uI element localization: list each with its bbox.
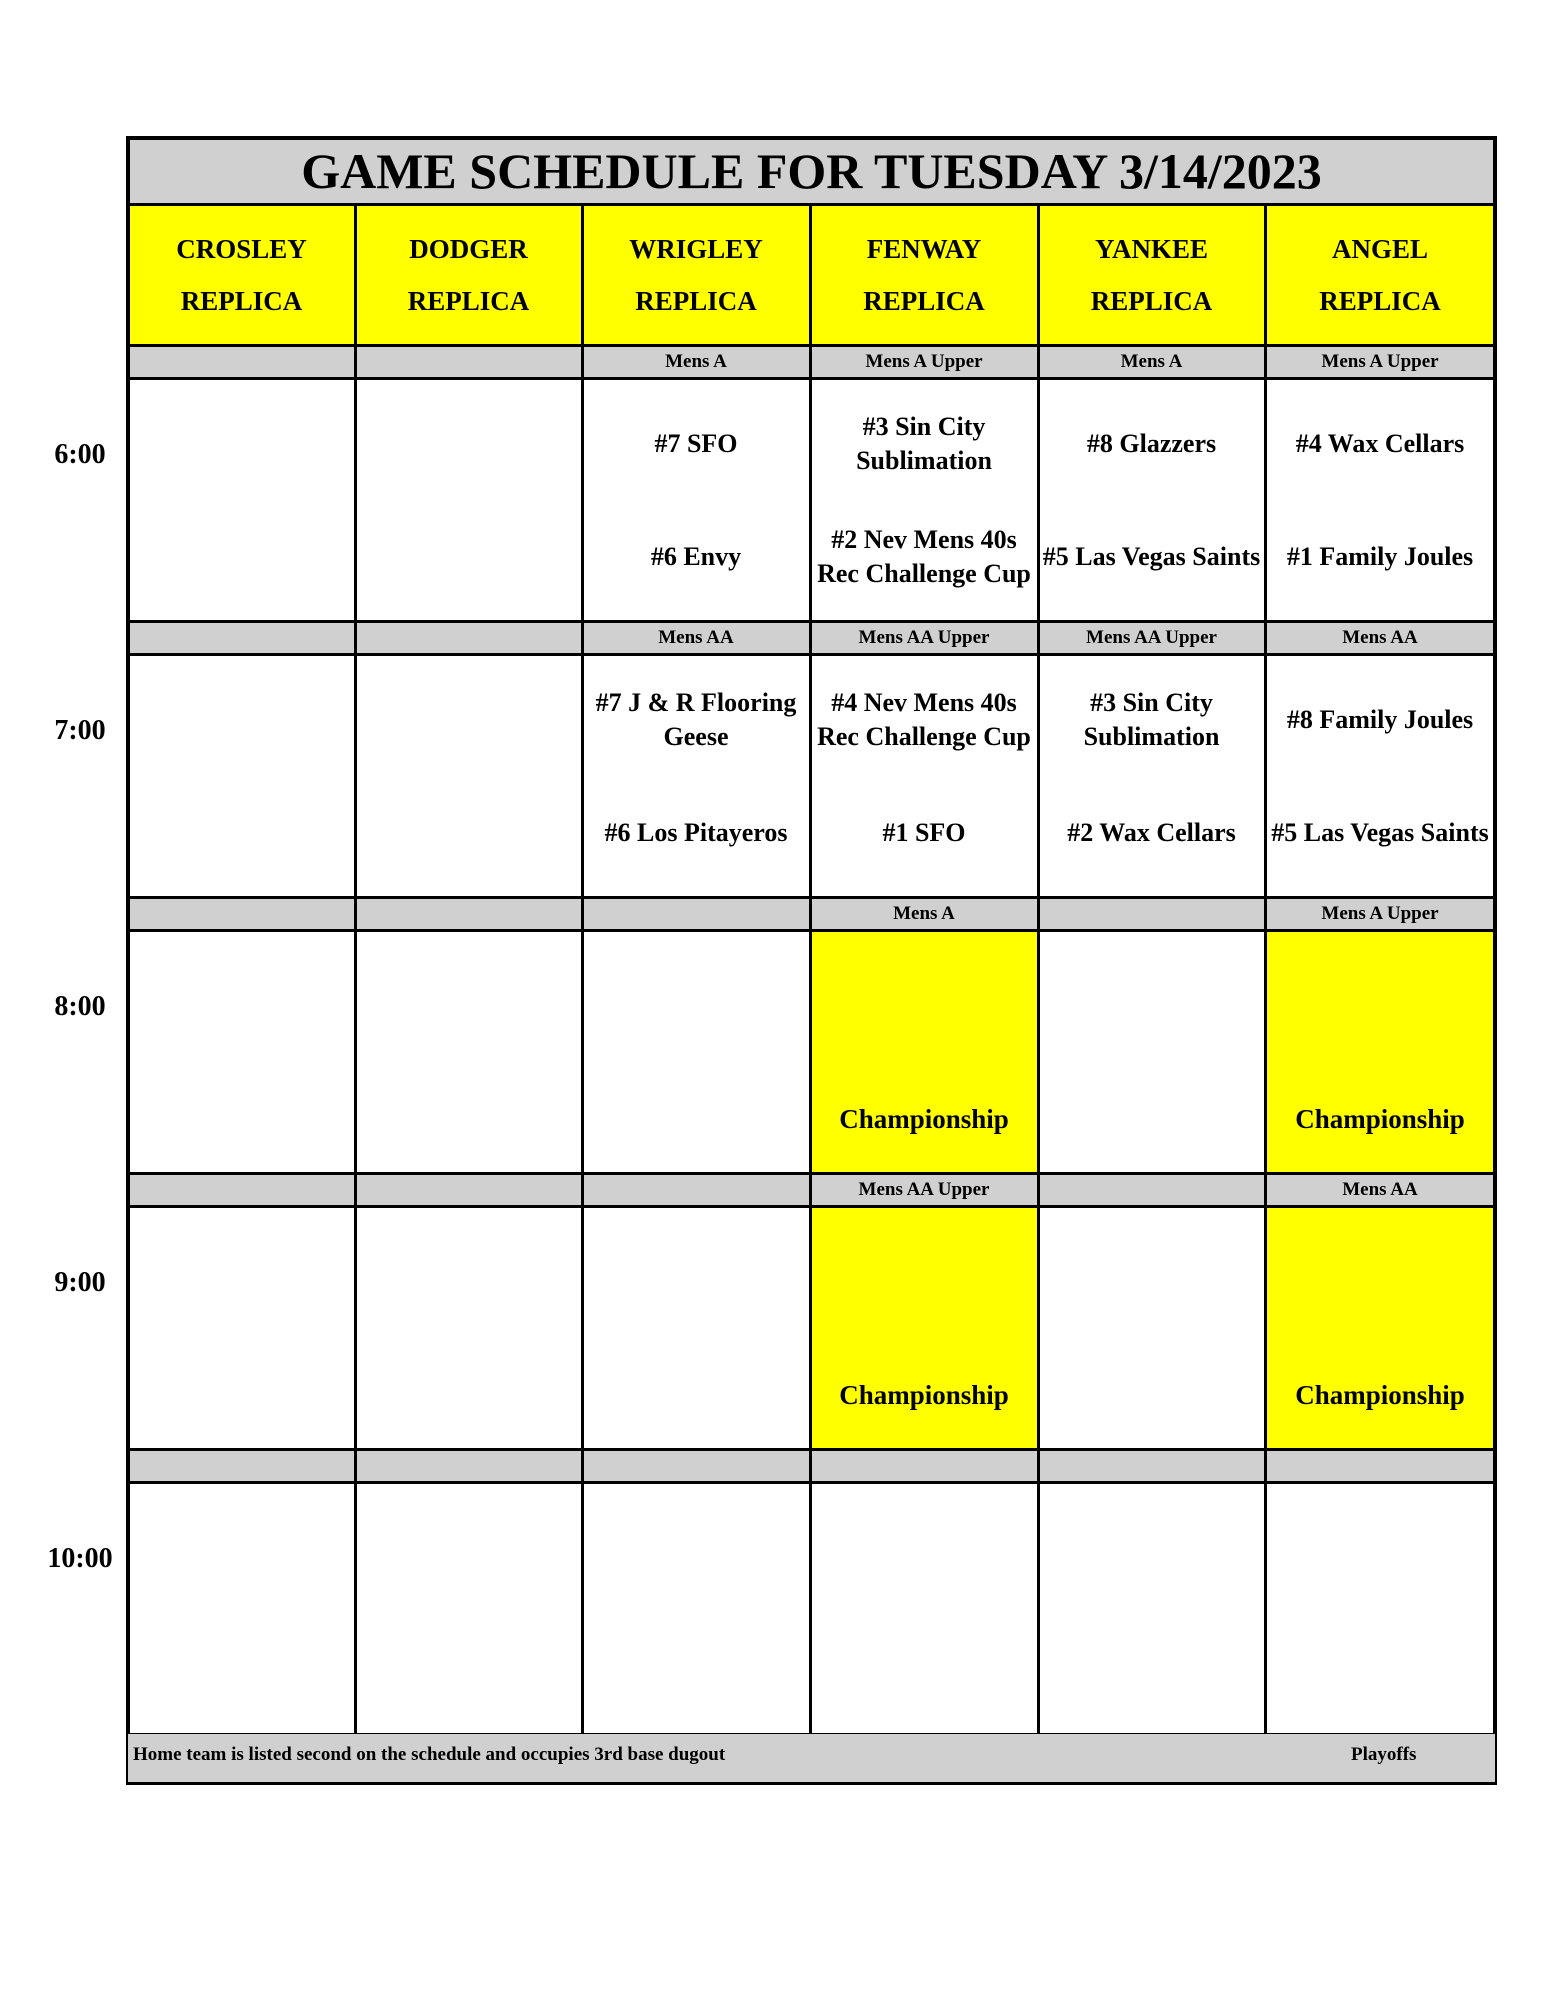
field-header-fenway: [810, 204, 1038, 345]
field-type: REPLICA: [1090, 285, 1213, 316]
schedule-title: GAME SCHEDULE FOR TUESDAY 3/14/2023: [128, 138, 1495, 204]
footer-note: Home team is listed second on the schedule and occupies 3rd base dugout: [133, 1744, 726, 1765]
division-label: [128, 345, 355, 378]
field-header-yankee: [1038, 204, 1265, 345]
championship-cell: [810, 1206, 1038, 1449]
home-team: #6 Los Pitayeros: [604, 818, 788, 848]
empty-cell: [128, 654, 355, 897]
grid-vline: [354, 204, 357, 1734]
division-label: [1265, 1449, 1495, 1482]
field-name: CROSLEY: [176, 233, 307, 264]
championship-cell: [810, 930, 1038, 1173]
empty-cell: [582, 930, 810, 1173]
championship-cell: [1265, 930, 1495, 1173]
division-label: [582, 1173, 810, 1206]
empty-cell: [355, 1206, 582, 1449]
division-label: Mens A: [1038, 345, 1265, 378]
empty-cell: [582, 1482, 810, 1734]
empty-cell: [1038, 1482, 1265, 1734]
field-name: DODGER: [409, 233, 528, 264]
division-label: [355, 621, 582, 654]
empty-cell: [355, 654, 582, 897]
home-team: #2 Nev Mens 40s Rec Challenge Cup: [817, 525, 1031, 589]
division-label: [128, 1449, 355, 1482]
division-label: Mens A Upper: [810, 345, 1038, 378]
away-team: #7 SFO: [654, 428, 738, 458]
championship-cell: [1265, 1206, 1495, 1449]
division-label: Mens A: [582, 345, 810, 378]
division-label: Mens AA Upper: [810, 621, 1038, 654]
field-name: FENWAY: [866, 233, 982, 264]
border-right: [1493, 136, 1497, 1785]
footer-tag: Playoffs: [1351, 1744, 1417, 1765]
empty-cell: [810, 1482, 1038, 1734]
division-label: [1038, 1449, 1265, 1482]
border-top: [126, 136, 1497, 140]
division-label: [582, 897, 810, 930]
empty-cell: [582, 1206, 810, 1449]
home-team: #6 Envy: [650, 542, 742, 572]
division-label: [128, 897, 355, 930]
border-left: [126, 136, 130, 1785]
division-label: Mens AA Upper: [810, 1173, 1038, 1206]
division-label: Mens A Upper: [1265, 897, 1495, 930]
division-label: [1038, 897, 1265, 930]
empty-cell: [128, 378, 355, 621]
division-label: Mens AA Upper: [1038, 621, 1265, 654]
division-label: [1038, 1173, 1265, 1206]
championship-label: Championship: [839, 1104, 1009, 1134]
grid-vline: [1037, 204, 1040, 1734]
field-header-dodger: [355, 204, 582, 345]
home-team: #5 Las Vegas Saints: [1271, 818, 1489, 848]
empty-cell: [355, 930, 582, 1173]
championship-label: Championship: [839, 1380, 1009, 1410]
division-label: [810, 1449, 1038, 1482]
division-label: [128, 621, 355, 654]
grid-vline: [1264, 204, 1267, 1734]
division-label: [128, 1173, 355, 1206]
away-team: #4 Nev Mens 40s Rec Challenge Cup: [817, 687, 1031, 751]
away-team: #4 Wax Cellars: [1295, 428, 1465, 458]
home-team: #5 Las Vegas Saints: [1042, 542, 1261, 572]
empty-cell: [1038, 1206, 1265, 1449]
division-label: Mens AA: [1265, 621, 1495, 654]
empty-cell: [355, 1482, 582, 1734]
time-label: 9:00: [54, 1267, 106, 1298]
grid-vline: [581, 204, 584, 1734]
empty-cell: [128, 1206, 355, 1449]
empty-cell: [355, 378, 582, 621]
empty-cell: [1038, 930, 1265, 1173]
time-label: 6:00: [54, 439, 106, 470]
away-team: #3 Sin City Sublimation: [856, 411, 992, 475]
grid-vline: [809, 204, 812, 1734]
field-header-wrigley: [582, 204, 810, 345]
division-label: [582, 1449, 810, 1482]
division-label: Mens A Upper: [1265, 345, 1495, 378]
division-label: [355, 1449, 582, 1482]
away-team: #8 Glazzers: [1086, 428, 1217, 458]
away-team: #3 Sin City Sublimation: [1083, 687, 1220, 751]
field-type: REPLICA: [1319, 285, 1441, 316]
home-team: #2 Wax Cellars: [1067, 818, 1236, 848]
home-team: #1 Family Joules: [1286, 542, 1474, 572]
field-name: WRIGLEY: [629, 233, 763, 264]
field-header-angel: [1265, 204, 1495, 345]
division-label: Mens AA: [582, 621, 810, 654]
division-label: [355, 1173, 582, 1206]
division-label: [355, 897, 582, 930]
field-type: REPLICA: [635, 285, 757, 316]
field-name: ANGEL: [1331, 233, 1429, 264]
championship-label: Championship: [1295, 1380, 1465, 1410]
field-type: REPLICA: [863, 285, 985, 316]
empty-cell: [128, 1482, 355, 1734]
division-label: [355, 345, 582, 378]
away-team: #7 J & R Flooring Geese: [595, 687, 797, 751]
field-type: REPLICA: [407, 285, 530, 316]
field-header-crosley: [128, 204, 355, 345]
field-type: REPLICA: [180, 285, 303, 316]
time-label: 8:00: [54, 991, 106, 1022]
championship-label: Championship: [1295, 1104, 1465, 1134]
time-label: 10:00: [47, 1543, 113, 1574]
empty-cell: [128, 930, 355, 1173]
division-label: Mens AA: [1265, 1173, 1495, 1206]
field-name: YANKEE: [1094, 233, 1209, 264]
away-team: #8 Family Joules: [1286, 704, 1474, 734]
home-team: #1 SFO: [882, 818, 966, 848]
division-label: Mens A: [810, 897, 1038, 930]
empty-cell: [1265, 1482, 1495, 1734]
time-label: 7:00: [54, 715, 106, 746]
